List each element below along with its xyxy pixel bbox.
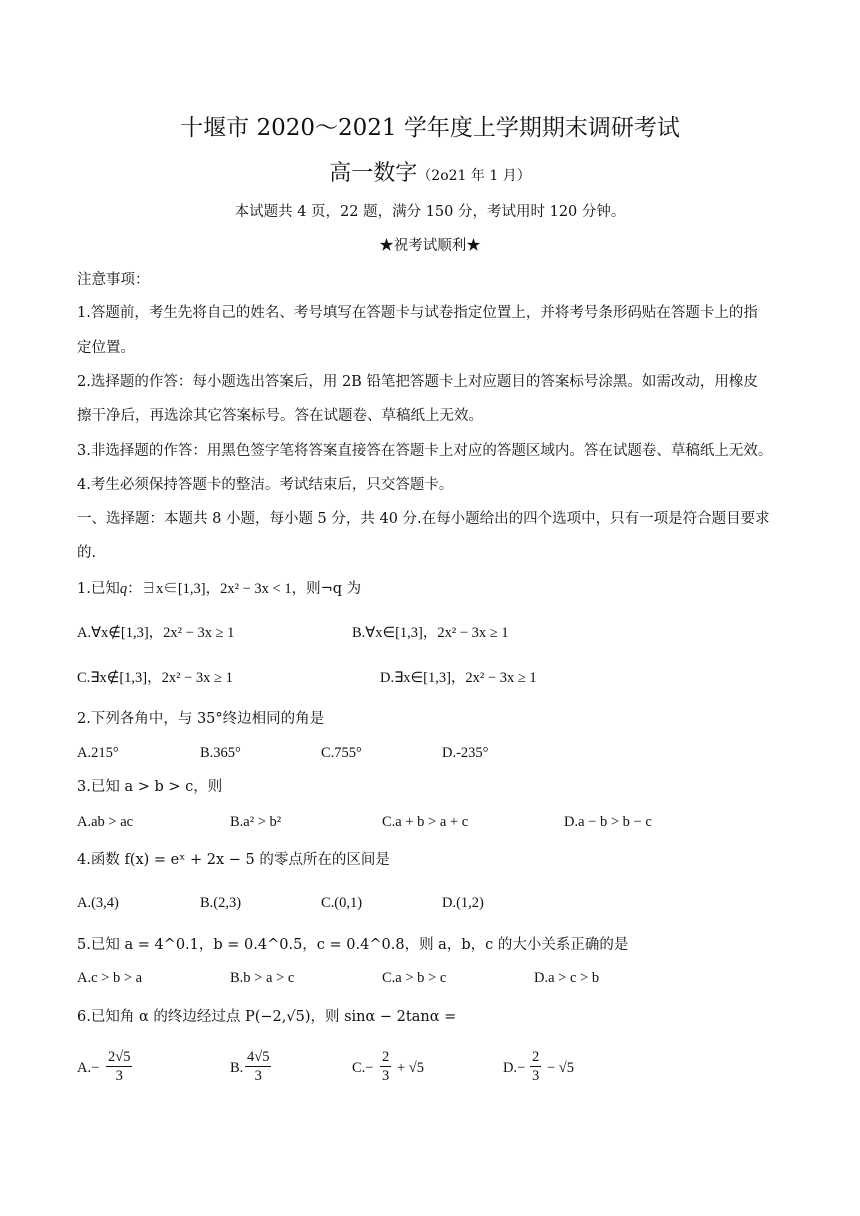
q5-option-b: B.b > a > c — [230, 970, 295, 986]
q5-option-a: A.c > b > a — [77, 970, 143, 986]
question-1-stem — [77, 579, 361, 599]
q6-a-sign: − — [91, 1060, 100, 1076]
note-1-line-1: 1.答题前，考生先将自己的姓名、考号填写在答题卡与试卷指定位置上，并将考号条形码贴在答题卡上的指 — [77, 305, 758, 321]
q6-c-label: C. — [352, 1060, 366, 1076]
q6-d-fraction — [530, 1048, 541, 1085]
note-2-line-2: 擦干净后，再选涂其它答案标号。答在试题卷、草稿纸上无效。 — [77, 408, 483, 424]
q6-a-numerator: 2√5 — [108, 1049, 131, 1065]
q1-option-b: B.∀x∈[1,3]，2x² − 3x ≥ 1 — [352, 625, 509, 641]
q1-option-a: A.∀x∉[1,3]，2x² − 3x ≥ 1 — [77, 625, 235, 641]
question-5-stem: 5.已知 a = 4^0.1，b = 0.4^0.5，c = 0.4^0.8，则 a，b，c 的大小关系正确的是 — [77, 937, 629, 953]
q4-option-a: A.(3,4) — [77, 895, 119, 911]
q2-option-b: B.365° — [200, 745, 241, 761]
q6-option-d — [503, 1058, 525, 1078]
q2-option-a: A.215° — [77, 745, 119, 761]
q6-c-fraction — [380, 1048, 391, 1085]
question-3-stem: 3.已知 a > b > c，则 — [77, 779, 223, 795]
q3-option-d: D.a − b > b − c — [564, 814, 652, 830]
q6-option-a — [77, 1058, 99, 1078]
q5-option-c: C.a > b > c — [382, 970, 447, 986]
q6-option-b — [230, 1058, 243, 1078]
q6-option-c — [352, 1058, 373, 1078]
q4-option-d: D.(1,2) — [442, 895, 484, 911]
q6-c-tail: + √5 — [397, 1060, 425, 1076]
q6-d-label: D. — [503, 1060, 518, 1076]
q2-option-c: C.755° — [321, 745, 362, 761]
q6-d-sign: − — [517, 1060, 526, 1076]
q6-b-label: B. — [230, 1060, 244, 1076]
q1-option-c: C.∃x∉[1,3]，2x² − 3x ≥ 1 — [77, 670, 233, 686]
q6-b-denominator: 3 — [254, 1068, 262, 1084]
q6-c-sign: − — [365, 1060, 374, 1076]
q1-option-d: D.∃x∈[1,3]，2x² − 3x ≥ 1 — [380, 670, 537, 686]
q6-d-denominator: 3 — [532, 1068, 540, 1084]
q6-a-denominator: 3 — [115, 1068, 123, 1084]
q4-option-c: C.(0,1) — [321, 895, 363, 911]
section-1-heading-line-2: 的. — [77, 545, 97, 561]
q3-option-a: A.ab > ac — [77, 814, 134, 830]
note-2-line-1: 2.选择题的作答：每小题选出答案后，用 2B 铅笔把答题卡上对应题目的答案标号涂黑。如需改动，用橡皮 — [77, 374, 758, 390]
question-6-stem: 6.已知角 α 的终边经过点 P(−2,√5)，则 sinα − 2tanα = — [77, 1009, 457, 1025]
q6-b-numerator: 4√5 — [247, 1049, 270, 1065]
q5-option-d: D.a > c > b — [534, 970, 600, 986]
q6-a-label: A. — [77, 1060, 92, 1076]
q1-suffix: ，则¬q 为 — [291, 581, 362, 597]
exam-date: （2o21 年 1 月） — [417, 168, 531, 184]
note-3: 3.非选择题的作答：用黑色签字笔将答案直接答在答题卡上对应的答题区域内。答在试题卷、草稿纸上无效。 — [77, 443, 773, 459]
exam-title: 十堰市 2020～2021 学年度上学期期末调研考试 — [180, 115, 680, 141]
q6-c-denominator: 3 — [382, 1068, 390, 1084]
q6-d-tail: − √5 — [547, 1060, 575, 1076]
q6-c-numerator: 2 — [382, 1049, 390, 1065]
question-4-stem: 4.函数 f(x) = eˣ + 2x − 5 的零点所在的区间是 — [77, 852, 390, 868]
q1-condition: ：∃x∈[1,3]，2x² − 3x < 1 — [127, 581, 292, 597]
q3-option-c: C.a + b > a + c — [382, 814, 469, 830]
q6-d-numerator: 2 — [532, 1049, 540, 1065]
q6-a-fraction — [106, 1048, 132, 1085]
notes-heading: 注意事项： — [77, 272, 150, 288]
note-1-line-2: 定位置。 — [77, 340, 135, 356]
exam-info: 本试题共 4 页，22 题，满分 150 分，考试用时 120 分钟。 — [234, 204, 626, 220]
exam-subtitle — [0, 159, 860, 191]
q4-option-b: B.(2,3) — [200, 895, 242, 911]
subject-name: 高一数字 — [329, 161, 418, 186]
q3-option-b: B.a² > b² — [230, 814, 282, 830]
note-4: 4.考生必须保持答题卡的整洁。考试结束后，只交答题卡。 — [77, 477, 454, 493]
section-1-heading-line-1: 一、选择题：本题共 8 小题，每小题 5 分，共 40 分.在每小题给出的四个选项中，只有一项是符合题目要求 — [77, 511, 770, 527]
q2-option-d: D.-235° — [442, 745, 489, 761]
good-luck-banner: ★祝考试顺利★ — [379, 238, 481, 254]
question-2-stem: 2.下列各角中，与 35°终边相同的角是 — [77, 711, 325, 727]
q6-b-fraction — [245, 1048, 271, 1085]
q1-var: q — [119, 581, 128, 597]
q1-prefix: 1.已知 — [77, 581, 120, 597]
